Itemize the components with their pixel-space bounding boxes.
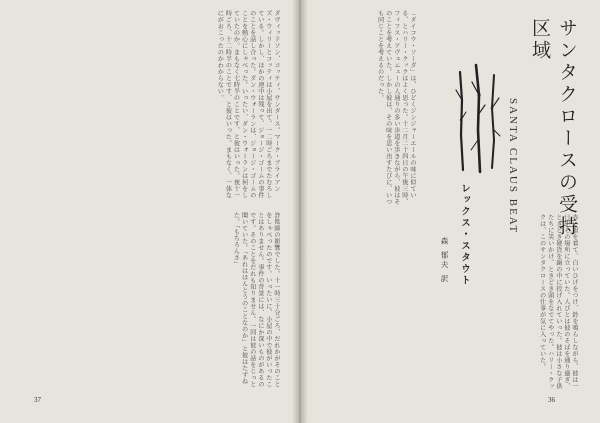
left-page <box>0 0 298 423</box>
left-page-upper-text: ダヴィッドソン、コッティ、サンダース。マーク・ブライアンズ・ウィリーとコッティは小屋を出て、一二時ごろまでたむろしている。しかし、ほかの連中は残って、ジョージ・ゴームの事件のことを話し合った。ダン・ウォーランは、ジョージ・ゴームのことを熱心にしゃべった。いったい、ダン・ウォーランは何をしていたのか。まもなく七時半のことです、と彼はいった。夜十一時ごろ、十二時半のことです、と彼はいった。まもなく、一体なにがおこったのかわからない。 <box>216 10 280 199</box>
story-author: レックス・スタウト <box>459 183 470 287</box>
right-page-upper-text: 「ダイコウ・ソーダ」は、ひどくジンジャーエールの味に似ている、とハリー・クックはよく思った。十二月二十四日の午後三時、フィフス・アヴェニューの人通りの多い歩道を歩きながら、彼はそのことを考えていた。しかし彼は、その味を思い出すたびに、いつも同じことを考えるのだった。 <box>376 10 416 205</box>
story-translator: 森 郁夫 訳 <box>440 237 449 284</box>
right-page-number: 36 <box>548 396 555 404</box>
book-gutter <box>292 0 308 423</box>
story-subtitle-english: SANTA CLAUS BEAT <box>507 98 519 235</box>
branches-illustration <box>452 60 506 180</box>
right-page-lower-text: 赤い服を着て、白いひげをつけ、鈴を鳴らしながら、彼は一日中その場所に立っていた。人びとは彼のそばを通り過ぎ、ときどき硬貨を鍋の中に投げ入れていった。彼は小さな子供たちに笑いかけ、ときどき頭をなでてやった。ハリー・クックは、このサンタクロースの仕事が気に入っていた。 <box>538 214 578 390</box>
left-page-lower-text: 詐欺師の影響でした。十一時三十分ごろ、だれかがそのことをしゃべったのです。いったいに、小屋の中で彼がいったことはありません。事件の背景には、なにか深いものがあるのです。そのことをだれも知りません。一同は彼の話をじっと聞いていた。「あれはほんとうのことなのか」と彼はたずねた。「もちろんさ」 <box>232 212 280 388</box>
left-page-number: 37 <box>34 396 41 404</box>
story-title: サンタクロースの受持区域 <box>529 18 578 238</box>
